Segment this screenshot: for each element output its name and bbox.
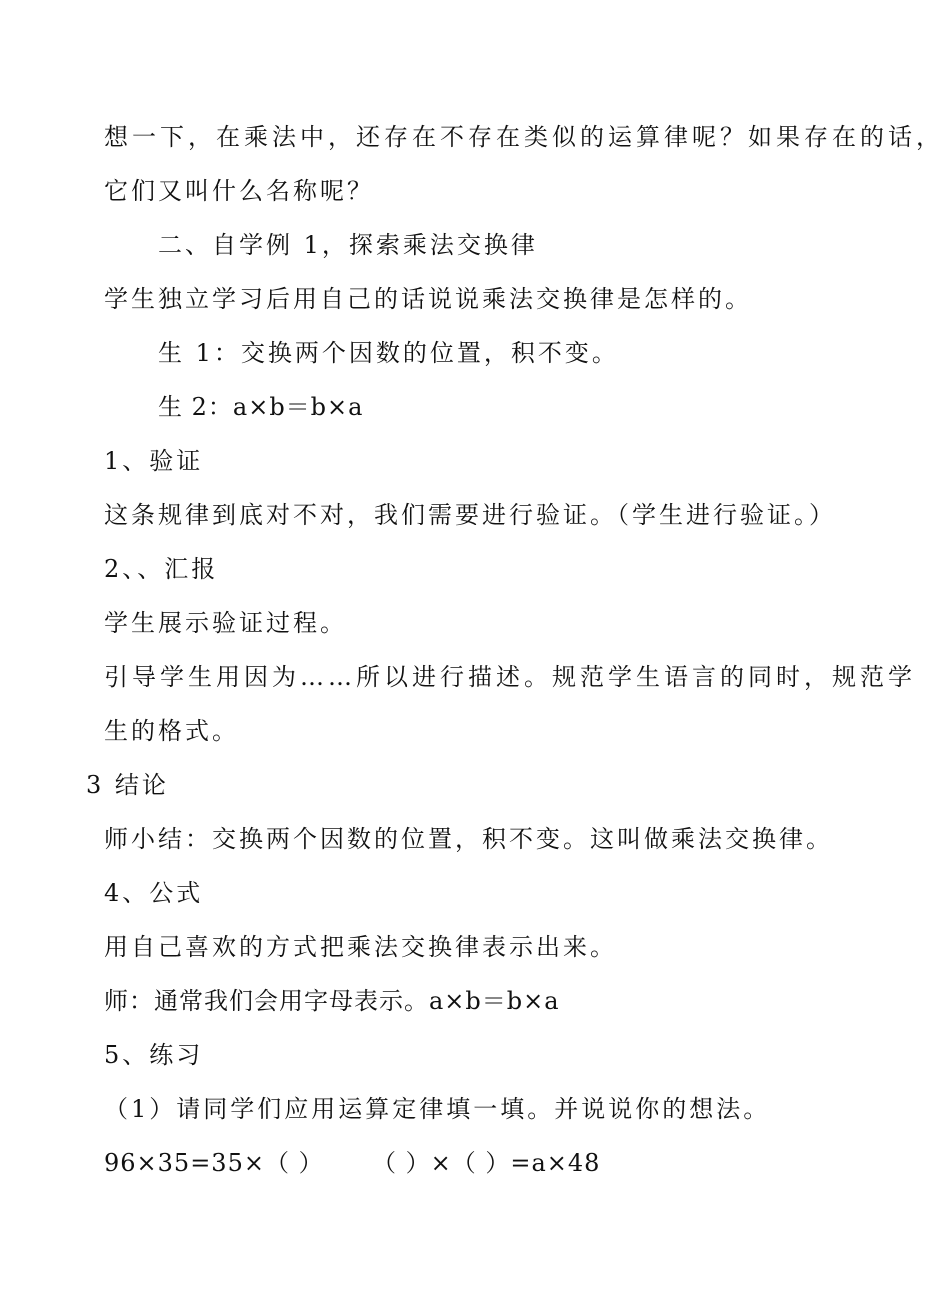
paragraph-line: 用自己喜欢的方式把乘法交换律表示出来。: [104, 933, 617, 961]
exercise-instruction: （1）请同学们应用运算定律填一填。并说说你的想法。: [104, 1095, 771, 1123]
exercise-right: （ ）×（ ）=a×48: [372, 1149, 601, 1177]
paragraph-line: 它们又叫什么名称呢？: [104, 177, 374, 205]
subheading: 5、练习: [104, 1041, 204, 1069]
subheading: 4、公式: [104, 879, 204, 907]
subheading: 3 结论: [86, 771, 169, 799]
exercise-left: 96×35=35×（ ）: [104, 1149, 324, 1177]
subheading: 1、验证: [104, 447, 204, 475]
paragraph-line: 师小结：交换两个因数的位置，积不变。这叫做乘法交换律。: [104, 825, 833, 853]
section-heading: 二、自学例 1，探索乘法交换律: [158, 231, 538, 259]
paragraph-line: 学生独立学习后用自己的话说说乘法交换律是怎样的。: [104, 285, 752, 313]
paragraph-line: 生的格式。: [104, 717, 239, 745]
paragraph-line: 师：通常我们会用字母表示。a×b＝b×a: [104, 987, 560, 1015]
paragraph-line: 学生展示验证过程。: [104, 609, 347, 637]
student-answer-line: 生 1：交换两个因数的位置，积不变。: [158, 339, 619, 367]
student-answer-line: 生 2：a×b＝b×a: [158, 393, 364, 421]
paragraph-line: 引导学生用因为……所以进行描述。规范学生语言的同时，规范学: [104, 663, 916, 691]
paragraph-line: 想一下，在乘法中，还存在不存在类似的运算律呢？如果存在的话，: [104, 123, 944, 151]
paragraph-line: 这条规律到底对不对，我们需要进行验证。（学生进行验证。）: [104, 501, 836, 529]
subheading: 2、、汇报: [104, 555, 219, 583]
